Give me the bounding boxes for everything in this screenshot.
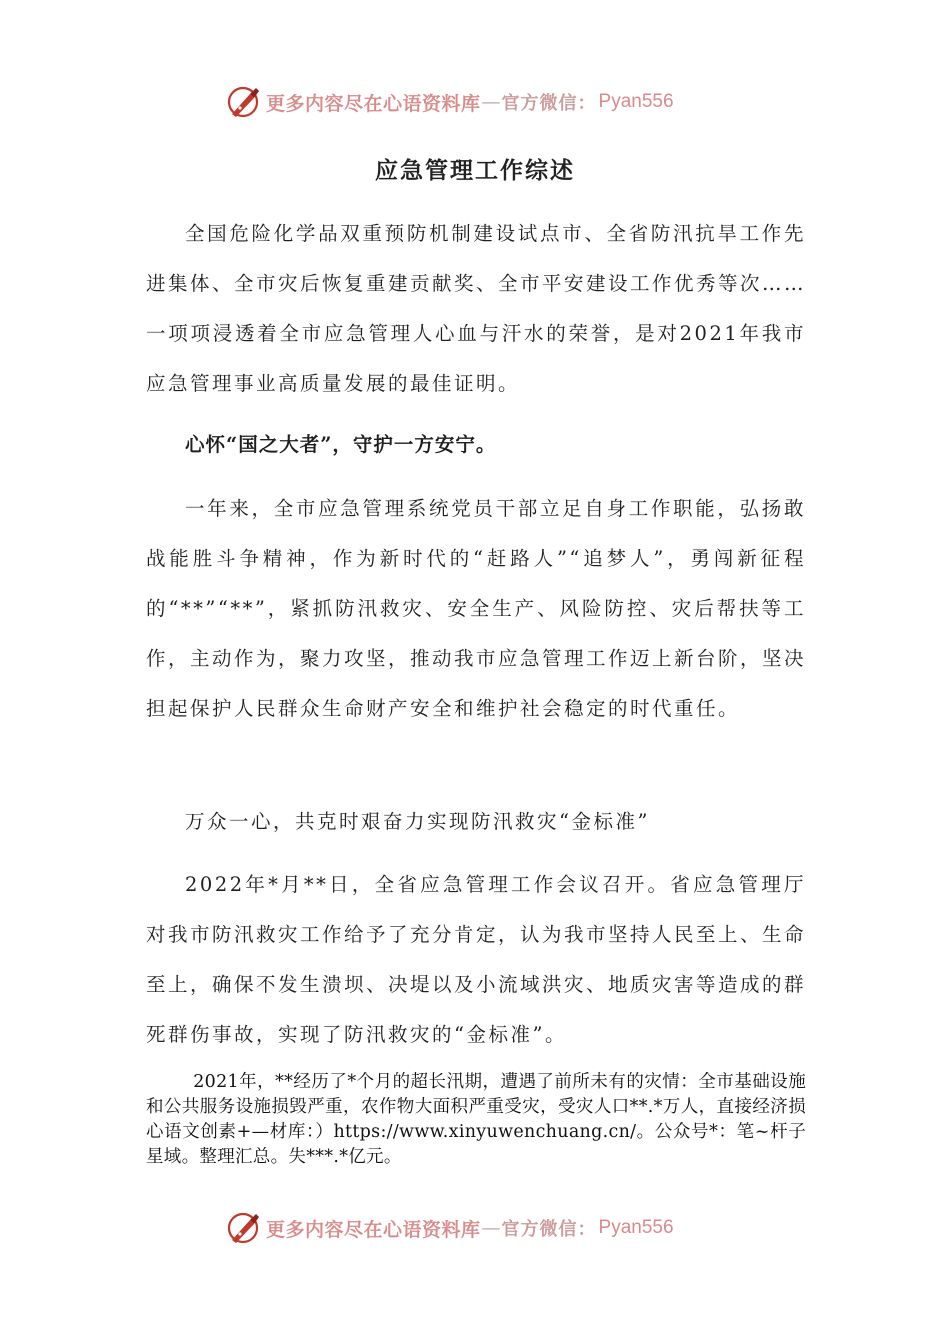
paragraph-flood-season: 2021年，**经历了*个月的超长汛期，遭遇了前所未有的灾情：全市基础设施和公共服务设施损毁严重，农作物大面积严重受灾，受灾人口**.*万人，直接经济损心语文创素+—材库：）https://www.xinyuwenchuang.cn/。公众号*：笔~杆子星域。整理汇总。失***.*亿元。 xyxy=(146,1072,806,1167)
banner-sub-text: 官方微信： xyxy=(501,93,597,114)
section-heading: 心怀“国之大者”，守护一方安宁。 xyxy=(185,433,497,456)
paragraph-meeting: 2022年*月**日，全省应急管理工作会议召开。省应急管理厅对我市防汛救灾工作给予了充分肯定，认为我市坚持人民至上、生命至上，确保不发生溃坝、决堤以及小流域洪灾、地质灾害等造成的群死群伤事故，实现了防汛救灾的“金标准”。 xyxy=(146,873,807,1046)
pen-nib-logo-icon xyxy=(226,1210,262,1246)
banner-main-text: 更多内容尽在心语资料库 xyxy=(266,92,481,115)
document-title: 应急管理工作综述 xyxy=(375,157,575,184)
paragraph-honors: 全国危险化学品双重预防机制建设试点市、全省防汛抗旱工作先进集体、全市灾后恢复重建贡献奖、全市平安建设工作优秀等次……一项项浸透着全市应急管理人心血与汗水的荣誉，是对2021年我市应急管理事业高质量发展的最佳证明。 xyxy=(146,222,807,395)
banner-wechat-id: Pyan556 xyxy=(598,1217,674,1238)
banner-sub-text: 官方微信： xyxy=(501,1219,597,1240)
banner-wechat-id: Pyan556 xyxy=(598,91,674,112)
footer-banner xyxy=(226,1208,746,1248)
banner-main-text: 更多内容尽在心语资料库 xyxy=(266,1218,481,1241)
banner-dash: — xyxy=(481,91,501,113)
paragraph-year-review: 一年来，全市应急管理系统党员干部立足自身工作职能，弘扬敢战能胜斗争精神，作为新时代的“赶路人”“追梦人”，勇闯新征程的“**”“**”，紧抓防汛救灾、安全生产、风险防控、灾后帮扶等工作，主动作为，聚力攻坚，推动我市应急管理工作迈上新台阶，坚决担起保护人民群众生命财产安全和维护社会稳定的时代重任。 xyxy=(146,497,807,720)
pen-nib-logo-icon xyxy=(226,84,262,120)
paragraph-subheading: 万众一心，共克时艰奋力实现防汛救灾“金标准” xyxy=(185,810,650,833)
banner-dash: — xyxy=(481,1217,501,1239)
header-banner xyxy=(226,82,746,122)
